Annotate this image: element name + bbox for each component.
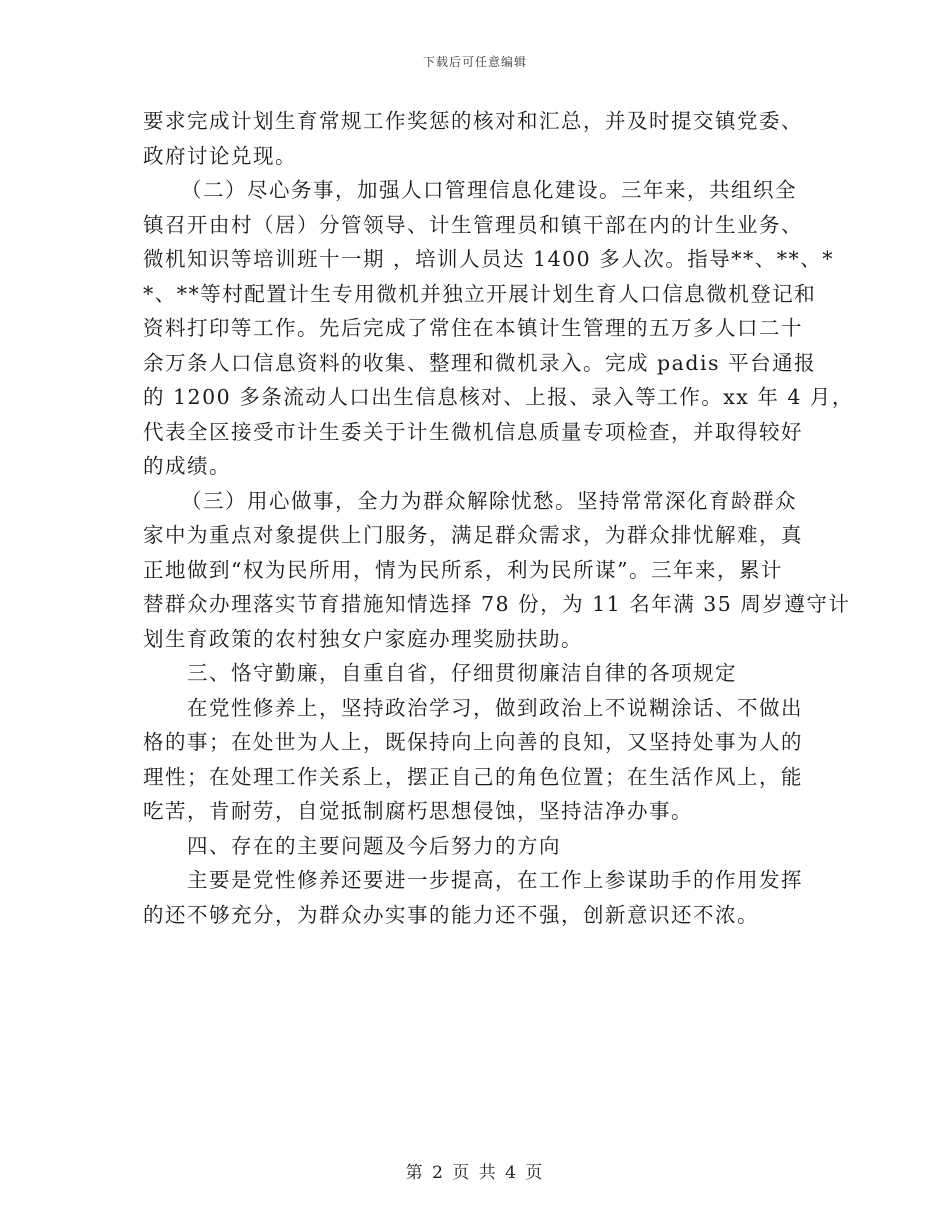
paragraph-line: 镇召开由村（居）分管领导、计生管理员和镇干部在内的计生业务、 bbox=[143, 212, 803, 237]
paragraph-line: 资料打印等工作。先后完成了常住在本镇计生管理的五万多人口二十 bbox=[143, 316, 803, 340]
paragraph-line: 吃苦，肯耐劳，自觉抵制腐朽思想侵蚀，坚持洁净办事。 bbox=[143, 799, 693, 823]
page-header: 下载后可任意编辑 bbox=[422, 55, 527, 69]
paragraph-line: 政府讨论兑现。 bbox=[143, 143, 297, 168]
paragraph-line: 理性；在处理工作关系上，摆正自己的角色位置；在生活作风上，能 bbox=[143, 764, 803, 789]
paragraph-line: 格的事；在处世为人上，既保持向上向善的良知，又坚持处事为人的 bbox=[143, 730, 803, 754]
paragraph-line: 替群众办理落实节育措施知情选择 78 份，为 11 名年满 35 周岁遵守计 bbox=[143, 592, 851, 616]
section-heading: 三、恪守勤廉，自重自省，仔细贯彻廉洁自律的各项规定 bbox=[187, 661, 737, 685]
paragraph-line: 余万条人口信息资料的收集、整理和微机录入。完成 padis 平台通报 bbox=[143, 350, 817, 375]
paragraph-line: 划生育政策的农村独女户家庭办理奖励扶助。 bbox=[143, 626, 583, 651]
body-text bbox=[143, 104, 854, 932]
paragraph-line: 正地做到“权为民所用，情为民所系，利为民所谋”。三年来，累计 bbox=[143, 557, 783, 582]
paragraph-line: 的还不够充分，为群众办实事的能力还不强，创新意识还不浓。 bbox=[143, 902, 759, 927]
paragraph-line: 主要是党性修养还要进一步提高，在工作上参谋助手的作用发挥 bbox=[187, 868, 803, 892]
paragraph-line: 微机知识等培训班十一期 ，培训人员达 1400 多人次。指导**、**、* bbox=[143, 247, 834, 271]
paragraph-line: 在党性修养上，坚持政治学习，做到政治上不说糊涂话、不做出 bbox=[187, 695, 803, 720]
section-heading: 四、存在的主要问题及今后努力的方向 bbox=[187, 833, 561, 858]
paragraph-line: （二）尽心务事，加强人口管理信息化建设。三年来，共组织全 bbox=[181, 178, 797, 202]
paragraph-line: 要求完成计划生育常规工作奖惩的核对和汇总，并及时提交镇党委、 bbox=[143, 109, 803, 133]
paragraph-line: 家中为重点对象提供上门服务，满足群众需求，为群众排忧解难，真 bbox=[143, 523, 803, 547]
paragraph-line: （三）用心做事，全力为群众解除忧愁。坚持常常深化育龄群众 bbox=[181, 488, 797, 513]
paragraph-line: *、**等村配置计生专用微机并独立开展计划生育人口信息微机登记和 bbox=[143, 281, 817, 306]
page-number: 第 2 页 共 4 页 bbox=[405, 1163, 545, 1183]
paragraph-line: 的 1200 多条流动人口出生信息核对、上报、录入等工作。xx 年 4 月， bbox=[143, 385, 854, 409]
paragraph-line: 的成绩。 bbox=[143, 454, 231, 478]
paragraph-line: 代表全区接受市计生委关于计生微机信息质量专项检查，并取得较好 bbox=[143, 419, 803, 444]
